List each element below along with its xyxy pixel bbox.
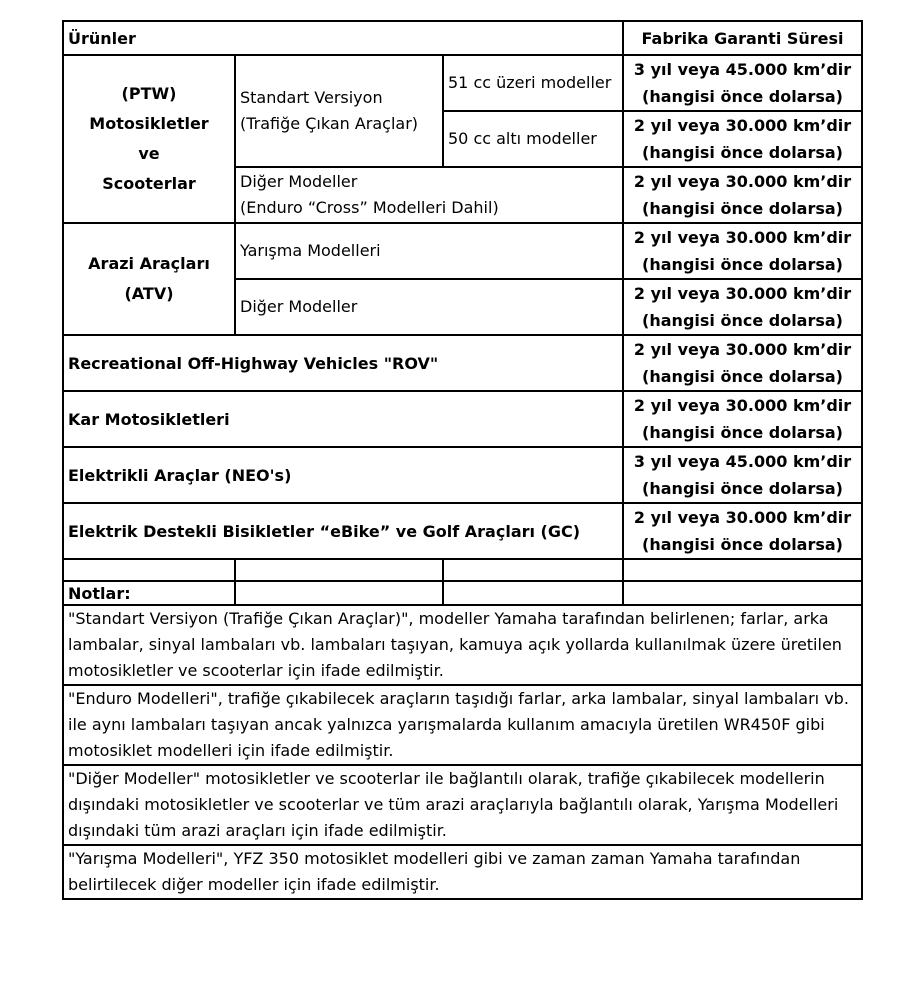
warranty-cell: 2 yıl veya 30.000 km’dir (hangisi önce dolarsa): [623, 279, 862, 335]
warranty-table: [62, 20, 863, 900]
atv-category-label: Arazi Araçları (ATV): [63, 223, 235, 335]
note-row: [63, 605, 862, 685]
warranty-cell: 3 yıl veya 45.000 km’dir (hangisi önce dolarsa): [623, 447, 862, 503]
note-row: [63, 845, 862, 899]
note-text: "Standart Versiyon (Trafiğe Çıkan Araçlar)", modeller Yamaha tarafından belirlenen; farlar, arka lambalar, sinyal lambaları vb. lambaları taşıyan, kamuya açık yollarda kullanılmak üzere üretilen motosikletler ve scooterlar için ifade edilmiştir.: [63, 605, 862, 685]
warranty-cell: 2 yıl veya 30.000 km’dir (hangisi önce dolarsa): [623, 391, 862, 447]
standard-version-label: Standart Versiyon (Trafiğe Çıkan Araçlar): [235, 55, 443, 167]
electric-vehicles-label: Elektrikli Araçlar (NEO's): [63, 447, 623, 503]
warranty-cell: 3 yıl veya 45.000 km’dir (hangisi önce dolarsa): [623, 55, 862, 111]
rov-label: Recreational Off-Highway Vehicles "ROV": [63, 335, 623, 391]
products-header: Ürünler: [63, 21, 623, 55]
warranty-cell: 2 yıl veya 30.000 km’dir (hangisi önce dolarsa): [623, 503, 862, 559]
over-50cc-label: 51 cc üzeri modeller: [443, 55, 623, 111]
ptw-other-models-label: Diğer Modeller (Enduro “Cross” Modelleri Dahil): [235, 167, 623, 223]
note-row: [63, 685, 862, 765]
note-text: "Enduro Modelleri", trafiğe çıkabilecek araçların taşıdığı farlar, arka lambalar, sinyal lambaları vb. ile aynı lambaları taşıyan ancak yalnızca yarışmalarda kullanım amacıyla üretilen WR450F gibi motosiklet modelleri için ifade edilmiştir.: [63, 685, 862, 765]
notes-header-row: [63, 581, 862, 605]
table-header-row: [63, 21, 862, 55]
note-row: [63, 765, 862, 845]
blank-row: [63, 559, 862, 581]
ptw-category-label: (PTW) Motosikletler ve Scooterlar: [63, 55, 235, 223]
atv-other-models-label: Diğer Modeller: [235, 279, 623, 335]
warranty-cell: 2 yıl veya 30.000 km’dir (hangisi önce dolarsa): [623, 111, 862, 167]
notes-title: Notlar:: [63, 581, 235, 605]
table-row: [63, 447, 862, 503]
snowmobile-label: Kar Motosikletleri: [63, 391, 623, 447]
warranty-document: [62, 20, 861, 900]
table-row: [63, 223, 862, 279]
ebike-golf-label: Elektrik Destekli Bisikletler “eBike” ve Golf Araçları (GC): [63, 503, 623, 559]
note-text: "Yarışma Modelleri", YFZ 350 motosiklet modelleri gibi ve zaman zaman Yamaha tarafından belirtilecek diğer modeller için ifade edilmiştir.: [63, 845, 862, 899]
table-row: [63, 55, 862, 111]
warranty-cell: 2 yıl veya 30.000 km’dir (hangisi önce dolarsa): [623, 335, 862, 391]
atv-racing-models-label: Yarışma Modelleri: [235, 223, 623, 279]
table-row: [63, 391, 862, 447]
warranty-header: Fabrika Garanti Süresi: [623, 21, 862, 55]
under-50cc-label: 50 cc altı modeller: [443, 111, 623, 167]
note-text: "Diğer Modeller" motosikletler ve scooterlar ile bağlantılı olarak, trafiğe çıkabilecek modellerin dışındaki motosikletler ve scooterlar ve tüm arazi araçlarıyla bağlantılı olarak, Yarışma Modelleri dışındaki tüm arazi araçları için ifade edilmiştir.: [63, 765, 862, 845]
warranty-cell: 2 yıl veya 30.000 km’dir (hangisi önce dolarsa): [623, 223, 862, 279]
warranty-cell: 2 yıl veya 30.000 km’dir (hangisi önce dolarsa): [623, 167, 862, 223]
table-row: [63, 335, 862, 391]
table-row: [63, 503, 862, 559]
